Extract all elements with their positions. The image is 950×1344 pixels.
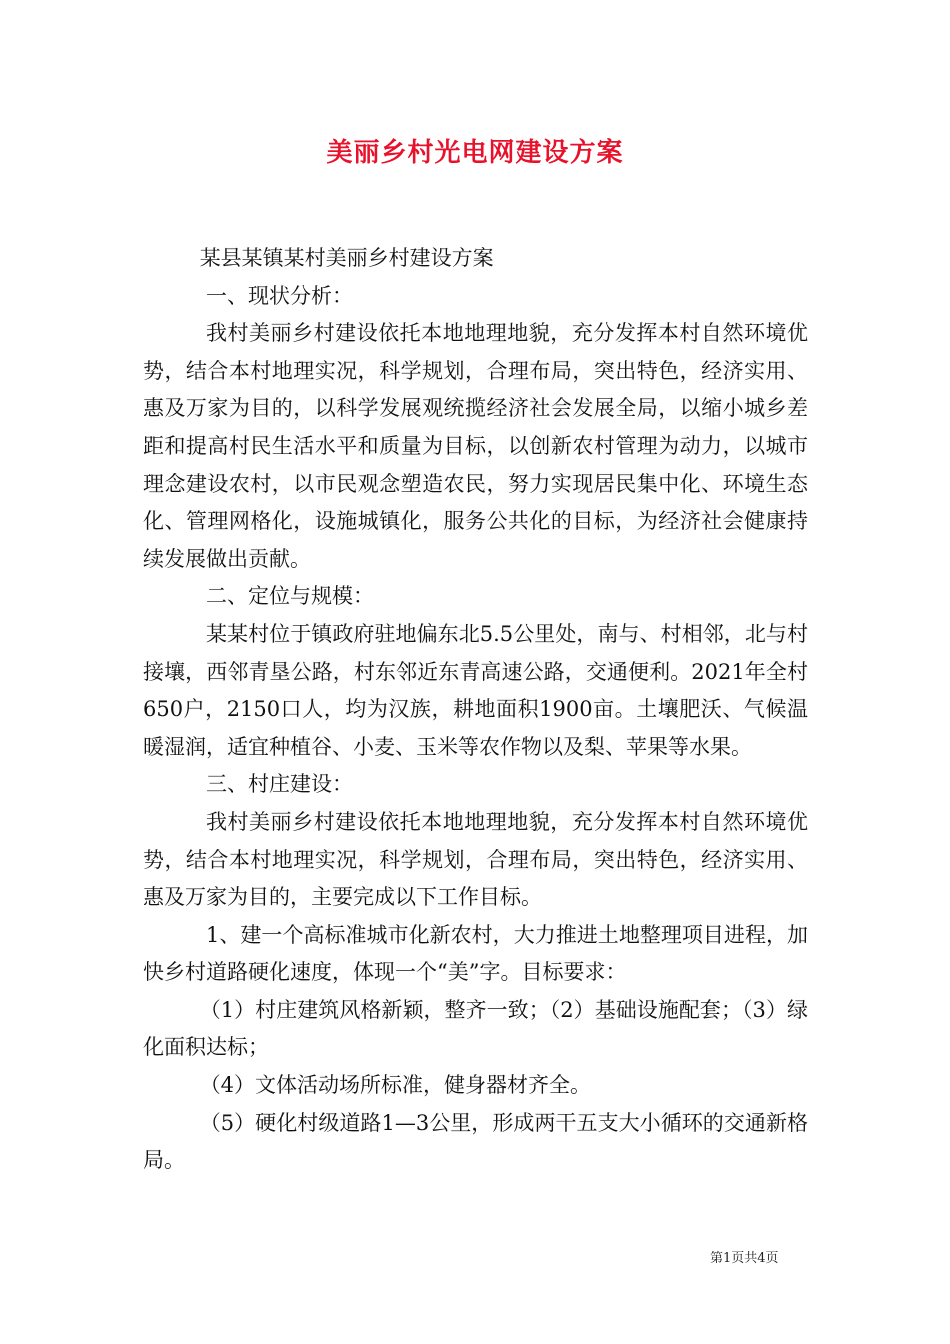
item-1: 1、建一个高标准城市化新农村，大力推进土地整理项目进程，加快乡村道路硬化速度，体现一个“美”字。目标要求： — [143, 922, 808, 985]
document-title: 美丽乡村光电网建设方案 — [326, 138, 624, 168]
requirement-1-3: （1）村庄建筑风格新颖，整齐一致；（2）基础设施配套；（3）绿化面积达标； — [143, 997, 808, 1060]
section-paragraph-construction: 我村美丽乡村建设依托本地地理地貌，充分发挥本村自然环境优势，结合本村地理实况，科学规划，合理布局，突出特色，经济实用、惠及万家为目的，主要完成以下工作目标。 — [143, 809, 808, 910]
section-heading-status: 一、现状分析： — [206, 283, 353, 308]
requirement-4: （4）文体活动场所标准，健身器材齐全。 — [199, 1073, 592, 1098]
document-body — [143, 240, 808, 1180]
section-heading-construction: 三、村庄建设： — [206, 772, 353, 797]
section-heading-position: 二、定位与规模： — [206, 584, 374, 609]
section-paragraph-status: 我村美丽乡村建设依托本地地理地貌，充分发挥本村自然环境优势，结合本村地理实况，科学规划，合理布局，突出特色，经济实用、惠及万家为目的，以科学发展观统揽经济社会发展全局，以缩小城乡差距和提高村民生活水平和质量为目标，以创新农村管理为动力，以城市理念建设农村，以市民观念塑造农民，努力实现居民集中化、环境生态化、管理网格化，设施城镇化，服务公共化的目标，为经济社会健康持续发展做出贡献。 — [143, 321, 808, 571]
requirement-5: （5）硬化村级道路1—3公里，形成两干五支大小循环的交通新格局。 — [143, 1110, 808, 1173]
document-subtitle: 某县某镇某村美丽乡村建设方案 — [199, 246, 494, 270]
page-number: 第1页共4页 — [710, 1251, 779, 1266]
section-paragraph-position: 某某村位于镇政府驻地偏东北5.5公里处，南与、村相邻，北与村接壤，西邻青垦公路，村东邻近东青高速公路，交通便利。2021年全村650户，2150口人，均为汉族，耕地面积1900亩。土壤肥沃、气候温暖湿润，适宜种植谷、小麦、玉米等农作物以及梨、苹果等水果。 — [143, 621, 808, 759]
